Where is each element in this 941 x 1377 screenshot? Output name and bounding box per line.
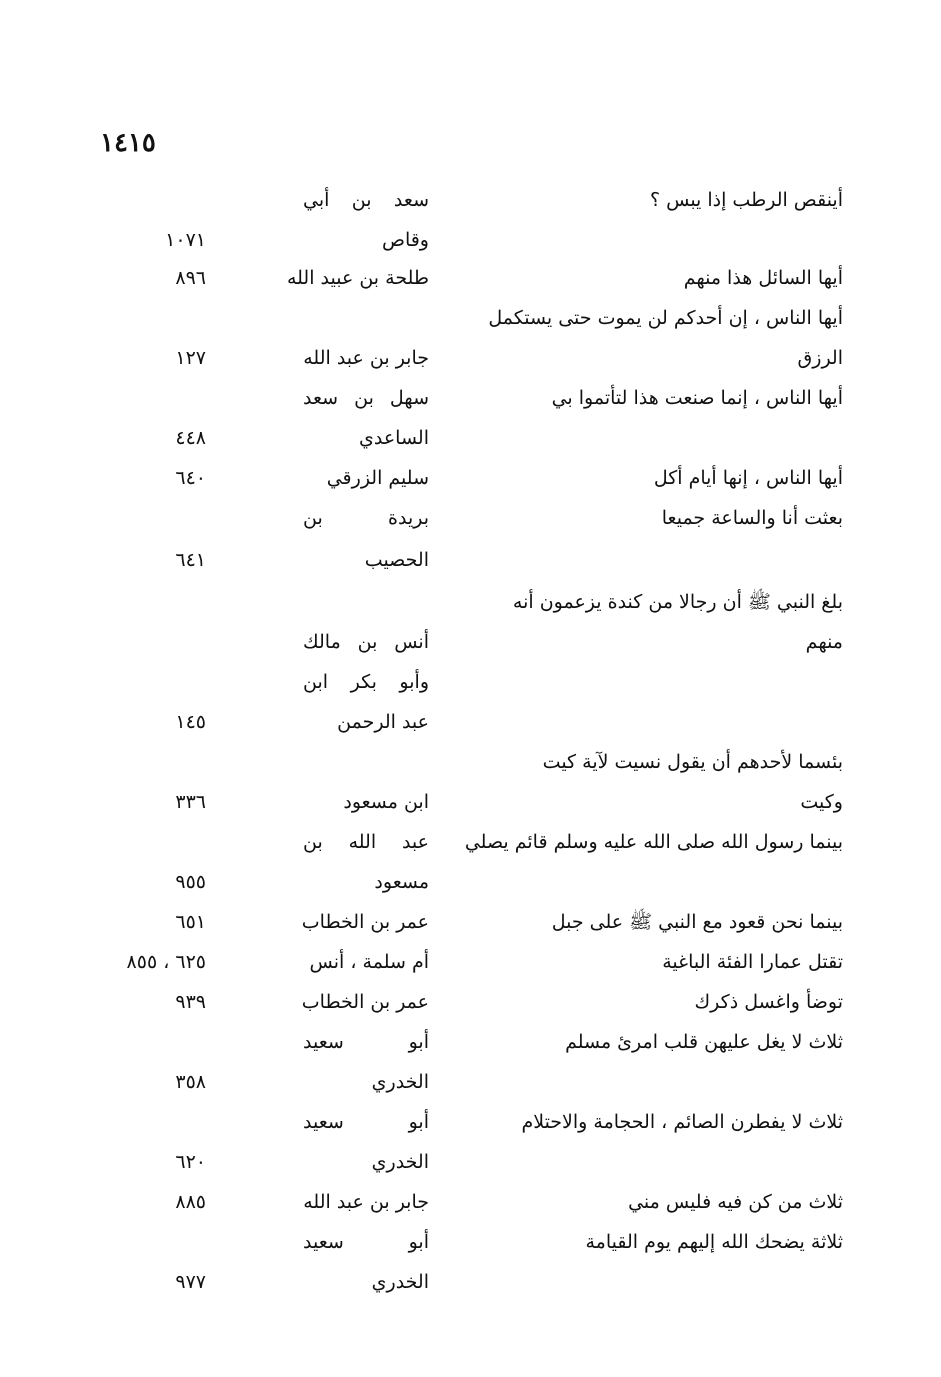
narrator-name: عمر بن الخطاب [301, 991, 429, 1013]
narrator-name: جابر بن عبد الله [303, 347, 429, 369]
hadith-reference-number: ٤٤٨ [175, 427, 206, 449]
hadith-reference-number: ٦٢٥ ، ٨٥٥ [126, 951, 206, 973]
index-row [0, 540, 941, 580]
narrator-name: عمر بن الخطاب [301, 911, 429, 933]
index-row [0, 742, 941, 782]
index-row [0, 942, 941, 982]
hadith-reference-number: ٨٨٥ [175, 1191, 206, 1213]
index-row [0, 822, 941, 862]
narrator-name: الحصيب [364, 549, 429, 571]
narrator-name: وأبو بكر ابن [303, 671, 429, 693]
narrator-name: الخدري [371, 1271, 429, 1293]
index-row [0, 862, 941, 902]
index-row [0, 338, 941, 378]
page-number: ١٤١٥ [100, 128, 156, 158]
narrator-name: أنس بن مالك [303, 631, 429, 653]
narrator-name: أبو سعيد [303, 1231, 429, 1253]
hadith-reference-number: ٦٥١ [175, 911, 206, 933]
index-row [0, 582, 941, 622]
narrator-name: مسعود [374, 871, 429, 893]
narrator-name: الخدري [371, 1071, 429, 1093]
index-row [0, 220, 941, 260]
index-row [0, 782, 941, 822]
narrator-name: أبو سعيد [303, 1031, 429, 1053]
hadith-text: أيها الناس ، إنها أيام أكل [653, 467, 843, 489]
index-row [0, 418, 941, 458]
hadith-reference-number: ٩٥٥ [175, 871, 206, 893]
hadith-reference-number: ٣٥٨ [175, 1071, 206, 1093]
hadith-reference-number: ٨٩٦ [175, 267, 206, 289]
index-row [0, 458, 941, 498]
narrator-name: الخدري [371, 1151, 429, 1173]
index-row [0, 258, 941, 298]
hadith-text: ثلاثة يضحك الله إليهم يوم القيامة [585, 1231, 843, 1253]
index-row [0, 180, 941, 220]
hadith-reference-number: ٩٧٧ [175, 1271, 206, 1293]
hadith-text: ثلاث لا يغل عليهن قلب امرئ مسلم [565, 1031, 843, 1053]
narrator-name: أبو سعيد [303, 1111, 429, 1133]
narrator-name: وقاص [381, 229, 429, 251]
hadith-reference-number: ٦٤١ [175, 549, 206, 571]
index-row [0, 498, 941, 538]
hadith-text: بلغ النبي ﷺ أن رجالا من كندة يزعمون أنه [512, 591, 843, 613]
narrator-name: الساعدي [359, 427, 429, 449]
hadith-text: تقتل عمارا الفئة الباغية [662, 951, 843, 973]
hadith-text: وكيت [800, 791, 843, 813]
index-row [0, 1102, 941, 1142]
narrator-name: عبد الرحمن [337, 711, 429, 733]
hadith-reference-number: ٦٤٠ [175, 467, 206, 489]
hadith-text: ثلاث لا يفطرن الصائم ، الحجامة والاحتلام [521, 1111, 843, 1133]
hadith-text: بئسما لأحدهم أن يقول نسيت لآية كيت [542, 751, 843, 773]
narrator-name: سعد بن أبي [303, 189, 429, 211]
narrator-name: جابر بن عبد الله [303, 1191, 429, 1213]
narrator-name: ابن مسعود [343, 791, 429, 813]
narrator-name: طلحة بن عبيد الله [286, 267, 429, 289]
hadith-text: أيها الناس ، إنما صنعت هذا لتأتموا بي [551, 387, 843, 409]
hadith-text: ثلاث من كن فيه فليس مني [628, 1191, 843, 1213]
hadith-text: أيها السائل هذا منهم [683, 267, 843, 289]
index-row [0, 902, 941, 942]
hadith-text: بينما رسول الله صلى الله عليه وسلم قائم يصلي [464, 831, 843, 853]
index-row [0, 378, 941, 418]
hadith-text: بينما نحن قعود مع النبي ﷺ على جبل [551, 911, 843, 933]
hadith-reference-number: ١٢٧ [175, 347, 206, 369]
hadith-reference-number: ١٠٧١ [165, 229, 206, 251]
index-row [0, 1222, 941, 1262]
index-row [0, 1262, 941, 1302]
narrator-name: أم سلمة ، أنس [309, 951, 429, 973]
hadith-text: بعثت أنا والساعة جميعا [661, 507, 843, 529]
hadith-reference-number: ١٤٥ [175, 711, 206, 733]
hadith-text: توضأ واغسل ذكرك [694, 991, 843, 1013]
index-row [0, 1022, 941, 1062]
index-row [0, 1062, 941, 1102]
index-row [0, 702, 941, 742]
hadith-text: الرزق [797, 347, 843, 369]
narrator-name: سليم الزرقي [326, 467, 429, 489]
index-row [0, 662, 941, 702]
index-row [0, 1182, 941, 1222]
hadith-text: أينقص الرطب إذا يبس ؟ [649, 189, 843, 211]
hadith-reference-number: ٣٣٦ [175, 791, 206, 813]
index-row [0, 1142, 941, 1182]
hadith-text: أيها الناس ، إن أحدكم لن يموت حتى يستكمل [488, 307, 843, 329]
narrator-name: سهل بن سعد [303, 387, 429, 409]
hadith-reference-number: ٩٣٩ [175, 991, 206, 1013]
index-row [0, 298, 941, 338]
index-row [0, 982, 941, 1022]
hadith-text: منهم [805, 631, 843, 653]
narrator-name: بريدة بن [303, 507, 429, 529]
hadith-reference-number: ٦٢٠ [175, 1151, 206, 1173]
narrator-name: عبد الله بن [303, 831, 429, 853]
index-row [0, 622, 941, 662]
